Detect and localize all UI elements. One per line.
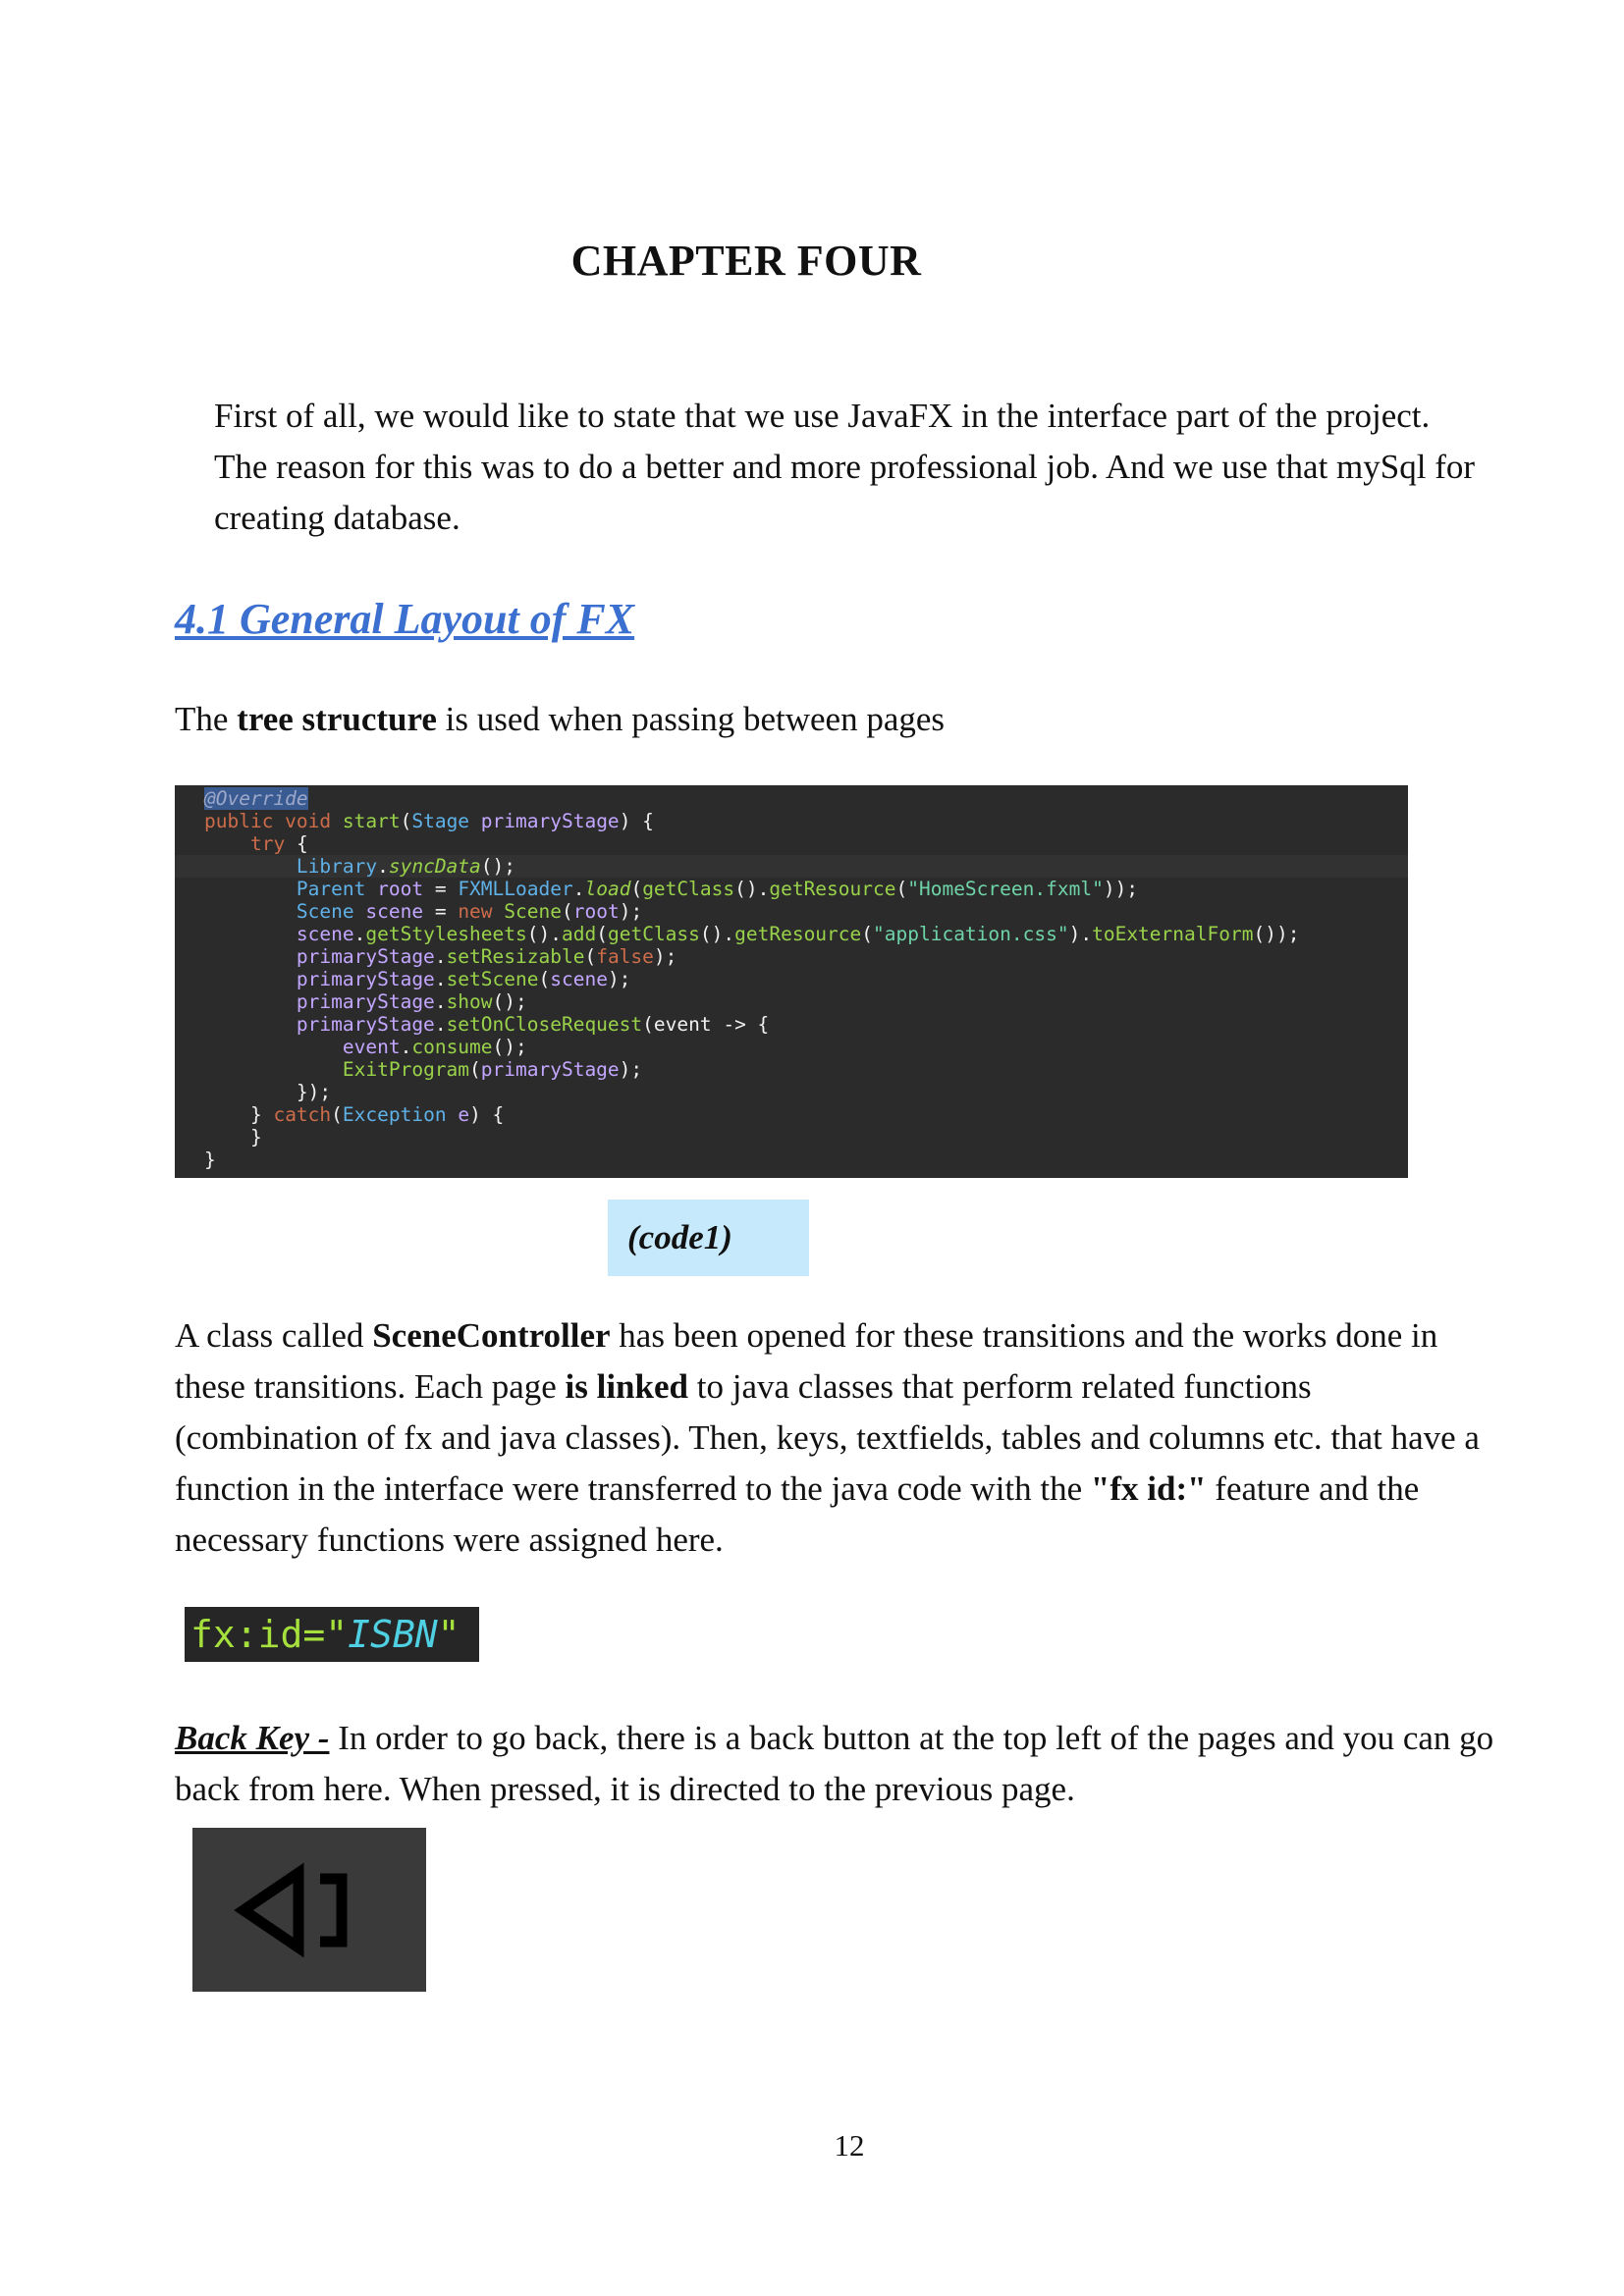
code-line-13: ExitProgram(primaryStage); (342, 1058, 643, 1081)
code-line-12: event.consume(); (342, 1036, 527, 1058)
code-line-16: } (249, 1126, 262, 1148)
code-line-3: try { (249, 832, 308, 855)
code-line-10: primaryStage.show(); (296, 990, 527, 1013)
back-key-label: Back Key - (175, 1719, 330, 1757)
fxid-snippet: fx:id="ISBN" (185, 1607, 479, 1662)
scene-controller-paragraph: A class called SceneController has been opened for these transitions and the works done in these transitions. Each page is linked to java classes that perform related functions (combination of fx and java classes). Then, keys, textfields, tables and columns etc. that have a function in the interface were transferred to the java code with the "fx id:" feature and the necessary functions were assigned here. (175, 1316, 1480, 1559)
chapter-title: CHAPTER FOUR (570, 237, 922, 285)
tree-bold: tree structure (237, 700, 437, 738)
code-line-14: }); (296, 1081, 332, 1103)
page-number: 12 (834, 2128, 865, 2163)
code-line-8: primaryStage.setResizable(false); (296, 945, 677, 968)
code-screenshot (175, 785, 1408, 1178)
code-line-9: primaryStage.setScene(scene); (296, 968, 631, 990)
code-line-1: @Override (204, 787, 308, 810)
back-triangle-icon (192, 1828, 426, 1992)
back-key-paragraph: Back Key - In order to go back, there is a back button at the top left of the pages and you can go back from here. When pressed, it is directed to the previous page. (175, 1719, 1494, 1808)
code-line-2: public void start(Stage primaryStage) { (204, 810, 654, 832)
code-line-15: } catch(Exception e) { (249, 1103, 505, 1126)
tree-post: is used when passing between pages (436, 700, 946, 738)
back-button[interactable] (192, 1828, 426, 1992)
code-line-11: primaryStage.setOnCloseRequest(event -> { (296, 1013, 770, 1036)
code-caption: (code1) (608, 1200, 809, 1276)
tree-pre: The (175, 700, 238, 738)
section-heading[interactable]: 4.1 General Layout of FX (175, 595, 635, 643)
code-line-7: scene.getStylesheets().add(getClass().getResource("application.css").toExternalForm()); (296, 923, 1300, 945)
tree-structure-sentence (175, 694, 1490, 745)
code-line-17: } (204, 1148, 216, 1171)
code-line-4: Library.syncData(); (175, 855, 1408, 878)
code-line-5: Parent root = FXMLLoader.load(getClass().getResource("HomeScreen.fxml")); (296, 878, 1139, 900)
code-line-6: Scene scene = new Scene(root); (296, 900, 643, 923)
intro-paragraph: First of all, we would like to state that we use JavaFX in the interface part of the project. The reason for this was to do a better and more professional job. And we use that mySql for creating database. (214, 397, 1476, 537)
